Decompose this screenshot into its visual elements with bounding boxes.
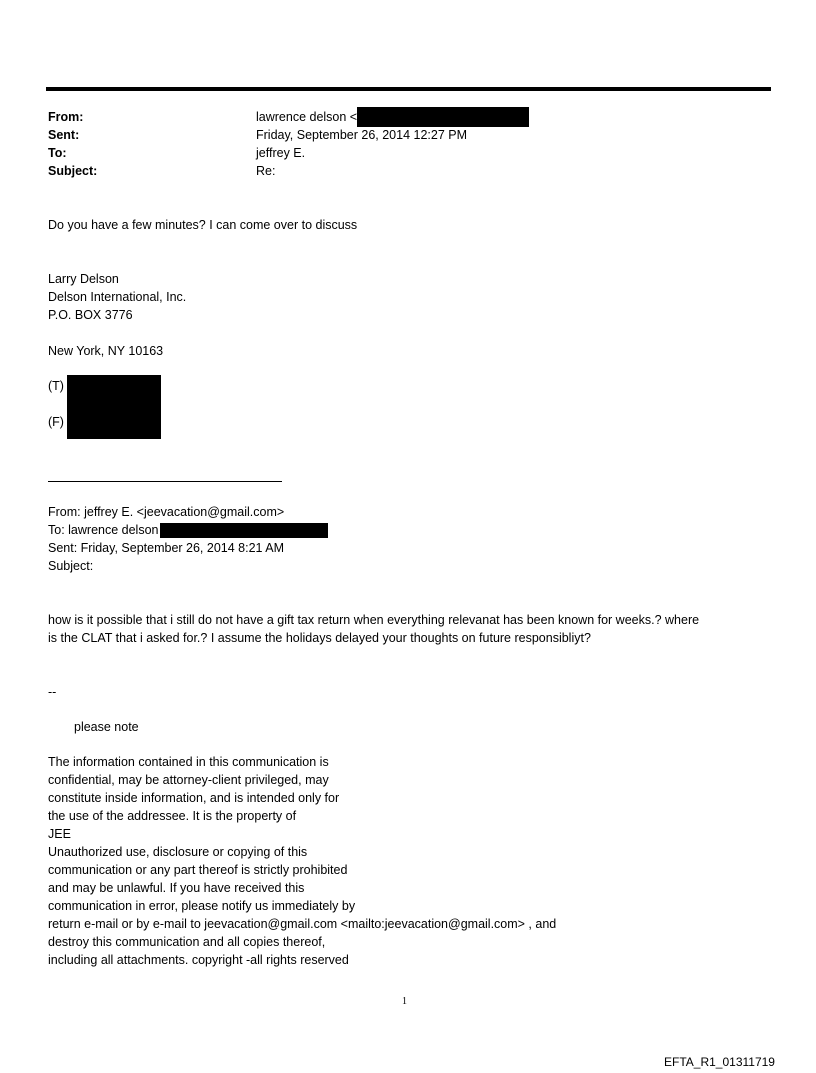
signature-city: New York, NY 10163 xyxy=(48,344,164,358)
disclaimer-line: return e-mail or by e-mail to jeevacation@gmail.com <mailto:jeevacation@gmail.com> , and xyxy=(48,917,557,931)
signature-separator: -- xyxy=(48,685,57,699)
reply-divider xyxy=(48,481,282,482)
sent-value: Friday, September 26, 2014 12:27 PM xyxy=(256,128,467,142)
quoted-message-line-2: is the CLAT that i asked for.? I assume the holidays delayed your thoughts on future responsibliyt? xyxy=(48,631,591,645)
disclaimer-line: constitute inside information, and is intended only for xyxy=(48,791,340,805)
disclaimer-line: confidential, may be attorney-client privileged, may xyxy=(48,773,329,787)
quoted-to: To: lawrence delson xyxy=(48,523,159,537)
please-note: please note xyxy=(74,720,139,734)
to-label: To: xyxy=(48,146,67,160)
signature-company: Delson International, Inc. xyxy=(48,290,187,304)
quoted-to-row xyxy=(48,521,328,539)
quoted-message-line-1: how is it possible that i still do not have a gift tax return when everything relevanat has been known for weeks.? where xyxy=(48,613,700,627)
disclaimer-line: The information contained in this communication is xyxy=(48,755,329,769)
signature-po-box: P.O. BOX 3776 xyxy=(48,308,133,322)
signature-fax-label: (F) xyxy=(48,415,64,429)
disclaimer-line: destroy this communication and all copies thereof, xyxy=(48,935,326,949)
message-body: Do you have a few minutes? I can come over to discuss xyxy=(48,218,358,232)
quoted-from: From: jeffrey E. <jeevacation@gmail.com> xyxy=(48,505,285,519)
disclaimer-line: Unauthorized use, disclosure or copying of this xyxy=(48,845,308,859)
sent-label: Sent: xyxy=(48,128,80,142)
redaction-block xyxy=(357,107,529,127)
page-number: 1 xyxy=(402,996,407,1007)
quoted-subject: Subject: xyxy=(48,559,94,573)
from-value xyxy=(256,108,529,127)
disclaimer-line: the use of the addressee. It is the property of xyxy=(48,809,297,823)
disclaimer-line: including all attachments. copyright -all rights reserved xyxy=(48,953,349,967)
quoted-sent: Sent: Friday, September 26, 2014 8:21 AM xyxy=(48,541,285,555)
header-rule xyxy=(46,87,771,91)
from-label: From: xyxy=(48,110,84,124)
redaction-block xyxy=(67,375,161,439)
disclaimer-line: JEE xyxy=(48,827,71,841)
signature-phone-label: (T) xyxy=(48,379,64,393)
bates-number: EFTA_R1_01311719 xyxy=(664,1055,775,1069)
subject-label: Subject: xyxy=(48,164,98,178)
subject-value: Re: xyxy=(256,164,276,178)
disclaimer-line: communication or any part thereof is strictly prohibited xyxy=(48,863,348,877)
disclaimer-line: communication in error, please notify us immediately by xyxy=(48,899,356,913)
redaction-block xyxy=(160,523,328,538)
disclaimer-line: and may be unlawful. If you have received this xyxy=(48,881,305,895)
to-value: jeffrey E. xyxy=(256,146,306,160)
signature-name: Larry Delson xyxy=(48,272,119,286)
from-name: lawrence delson < xyxy=(256,110,358,124)
